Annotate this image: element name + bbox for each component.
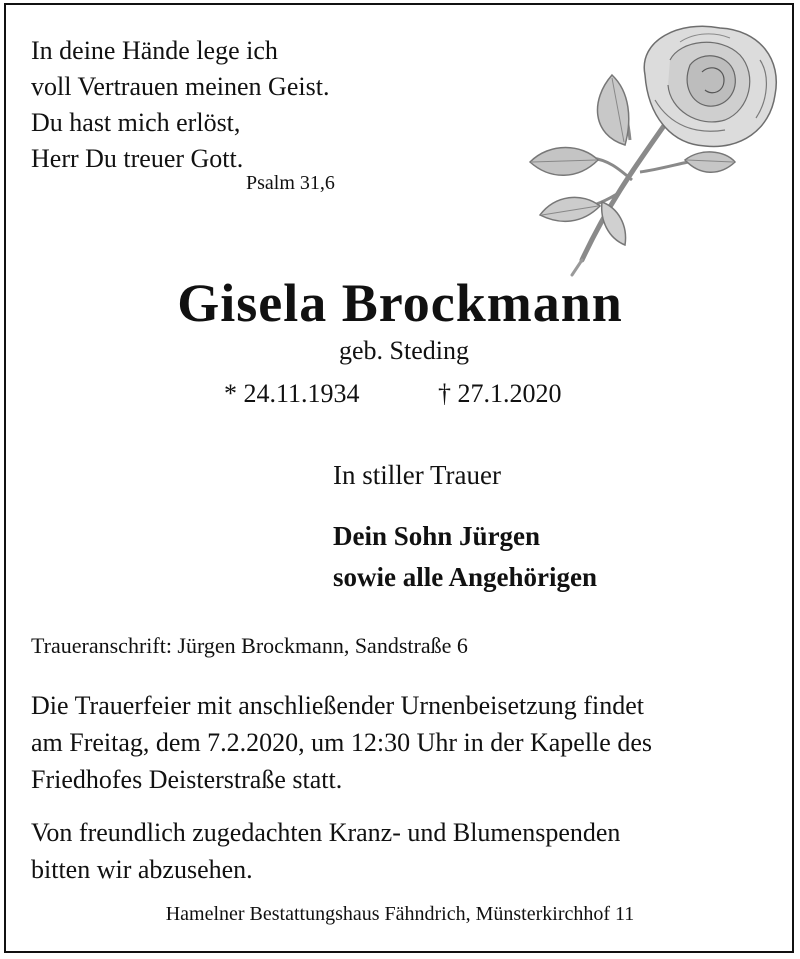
birth-name: geb. Steding [339, 336, 469, 365]
paragraph-line: Die Trauerfeier mit anschließender Urnenbeisetzung findet [31, 691, 644, 720]
deceased-name: Gisela Brockmann [177, 273, 623, 333]
mourner-line: Dein Sohn Jürgen [333, 521, 541, 551]
mourning-address: Traueranschrift: Jürgen Brockmann, Sandstraße 6 [31, 633, 468, 658]
paragraph-line: am Freitag, dem 7.2.2020, um 12:30 Uhr in der Kapelle des [31, 728, 652, 757]
paragraph-line: Friedhofes Deisterstraße statt. [31, 765, 343, 794]
funeral-home: Hamelner Bestattungshaus Fähndrich, Münsterkirchhof 11 [165, 903, 635, 925]
verse-line: In deine Hände lege ich [31, 36, 278, 65]
bible-verse [31, 33, 329, 177]
paragraph-line: Von freundlich zugedachten Kranz- und Blumenspenden [31, 818, 621, 847]
paragraph-line: bitten wir abzusehen. [31, 855, 253, 884]
flowers-note [31, 814, 620, 888]
verse-line: voll Vertrauen meinen Geist. [31, 72, 330, 101]
mourning-intro: In stiller Trauer [333, 460, 501, 490]
mourner-line: sowie alle Angehörigen [333, 562, 597, 592]
death-date: † 27.1.2020 [438, 379, 562, 408]
ceremony-paragraph [31, 687, 652, 798]
birth-date: * 24.11.1934 [224, 379, 360, 408]
verse-reference: Psalm 31,6 [246, 172, 335, 194]
mourners-list [333, 516, 597, 598]
verse-line: Du hast mich erlöst, [31, 108, 241, 137]
rose-icon [520, 20, 790, 280]
verse-line: Herr Du treuer Gott. [31, 144, 244, 173]
